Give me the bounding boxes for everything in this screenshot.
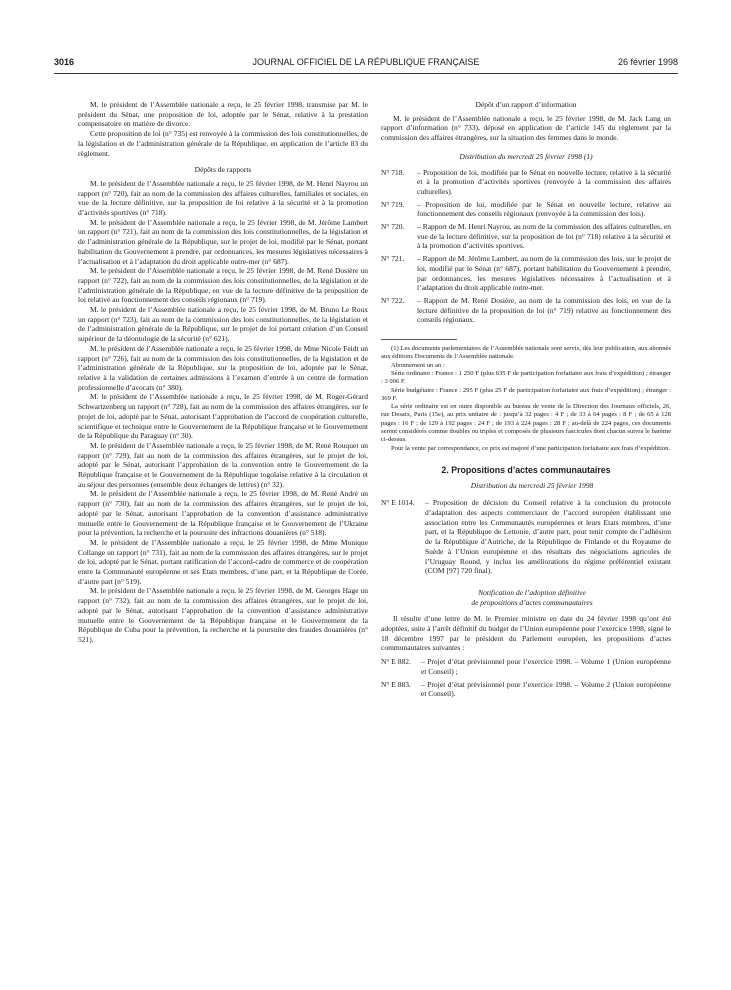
intro-paragraph: Cette proposition de loi (n° 735) est renvoyée à la commission des lois constitutionnelles, de la législation et de l’administration générale de la République, en application de l’article 83 du règlement. [78,129,368,158]
item-text: – Rapport de M. Henri Nayrou, au nom de la commission des affaires culturelles, en vue de la lecture définitive, sur la proposition de loi (n° 718) relative à la sécurité et à la promotion d’activités sportives. [417,222,671,251]
report-paragraph: M. le président de l’Assemblée nationale a reçu, le 25 février 1998, de M. Roger-Gérard Schwartzenberg un rapport (n° 728), fait au nom de la commission des affaires étrangères, sur le projet de loi, adopté par le Sénat, autorisant l’approbation de l’accord de coopération culturelle, scientifique et technique entre le Gouvernement de la République française et le Gouvernement de la République du Paraguay (n° 30). [78,392,368,441]
item-text: – Proposition de loi, modifiée par le Sénat en nouvelle lecture, relative au fonctionnement des conseils régionaux (renvoyée à la commission des lois). [417,199,671,219]
report-paragraph: M. le président de l’Assemblée nationale a reçu, le 25 février 1998, de Mme Monique Collange un rapport (n° 731), fait au nom de la commission des affaires étrangères, sur le projet de loi, adopté par le Sénat, portant ratification de l’accord-cadre de commerce et de coopération entre la Communauté européenne et ses Etats membres, d’une part, et la République de Corée, d’autre part (n° 519). [78,537,368,586]
footnote-text: Série ordinaire : France : 1 250 F (plus 635 F de participation forfaitaire aux frais d’expédition) ; étranger : 3 006 F. [381,369,671,386]
community-act-item [381,498,671,576]
report-paragraph: M. le président de l’Assemblée nationale a reçu, le 25 février 1998, de Mme Nicole Feidt un rapport (n° 726), fait au nom de la commission des lois constitutionnelles, de la législation et de l’administration générale de la République, sur la proposition de loi, adoptée par le Sénat, relative à la validation de certaines admissions à l’examen d’entrée à un centre de formation professionnelle d’avocats (n° 380). [78,343,368,392]
section-title: 2. Propositions d’actes communautaires [441,464,611,475]
right-column [381,100,671,702]
notification-heading: de propositions d’actes communautaires [471,597,593,607]
item-text: – Proposition de loi, modifiée par le Sénat en nouvelle lecture, relative à la sécurité et à la promotion d’activités sportives (renvoyée à la commission des affaires culturelles). [417,167,671,196]
section-heading: Dépôt d’un rapport d’information [475,100,577,109]
page-header [54,57,678,71]
footnote-text: La série ordinaire est en outre disponible au bureau de vente de la Direction des Journaux officiels, 26, rue Desaix, Paris (15e), au prix unitaire de : jusqu’à 32 pages : 4 F ; de 33 à 64 pages : 8 F ; de 65 à 128 pages : 16 F ; de 129 à 192 pages : 24 F ; de 193 à 224 pages : 28 F ; au-delà de 224 pages, ces documents seront considérés comme doubles ou triples et composés de plusieurs fascicules dont chacun suivra le barème ci-dessus. [381,403,671,444]
community-act-item [381,657,671,676]
section-heading: Dépôts de rapports [194,165,252,175]
distribution-item [381,254,671,293]
notification-heading: Notification de l’adoption définitive [478,587,586,597]
report-paragraph: M. le président de l’Assemblée nationale a reçu, le 25 février 1998, de M. Georges Hage un rapport (n° 732), fait au nom de la commission des affaires étrangères, sur le projet de loi, adopté par le Sénat, autorisant l’approbation de la convention d’assistance administrative mutuelle entre le Gouvernement de la République française et le Gouvernement de la République de Cuba pour la prévention, la recherche et la poursuite des fraudes douanières (n° 521). [78,586,368,644]
item-text: – Projet d’état prévisionnel pour l’exercice 1998. – Volume 2 (Union européenne et Conseil). [421,679,671,699]
item-number: N° 722. [381,295,405,305]
report-paragraph: M. le président de l’Assemblée nationale a reçu, le 25 février 1998, de M. René Dosière un rapport (n° 722), fait au nom de la commission des lois constitutionnelles, de la législation et de l’administration générale de la République, en vue de la lecture définitive de la proposition de loi relative au fonctionnement des conseils régionaux (n° 719). [78,266,368,305]
left-column [78,100,368,645]
report-paragraph: M. le président de l’Assemblée nationale a reçu, le 25 février 1998, de M. René André un rapport (n° 730), fait au nom de la commission des affaires étrangères, sur le projet de loi, adopté par le Sénat, autorisant l’approbation de la convention d’assistance administrative mutuelle entre le Gouvernement de la République française et le Gouvernement de l’Ukraine pour la prévention, la recherche et la poursuite des infractions douanières (n° 518). [78,489,368,538]
item-number: N° 718. [381,167,405,177]
footnote-text: (1) Les documents parlementaires de l’Assemblée nationale sont servis, dès leur publication, aux abonnés aux éditions Documents de l’Assemblée nationale. [381,345,671,361]
item-number: N° E 883. [381,679,411,689]
journal-title: JOURNAL OFFICIEL DE LA RÉPUBLIQUE FRANÇAISE [252,57,480,67]
item-number: N° E 882. [381,657,411,667]
distribution-item [381,222,671,251]
community-act-item [381,680,671,699]
item-text: – Proposition de décision du Conseil relative à la conclusion du protocole d’adaptation des aspects commerciaux de l’accord européen établissant une association entre les Communautés européennes et leurs Etats membres, d’une part, et la République de Lettonie, d’autre part, pour tenir compte de l’adhésion de la République d’Autriche, de la République de Finlande et du Royaume de Suède à l’Union européenne et des résultats des négociations agricoles de l’Uruguay Round, y inclus les améliorations du régime préférentiel existant (COM [97] 720 final). [425,498,671,576]
footnote [381,345,671,453]
footnote-rule [381,339,457,340]
report-paragraph: M. le président de l’Assemblée nationale a reçu, le 25 février 1998, de M. Jérôme Lambert un rapport (n° 721), fait au nom de la commission des lois constitutionnelles, de la législation et de l’administration générale de la République, sur le projet de loi, modifié par le Sénat, portant habilitation du Gouvernement à prendre, par ordonnances, les mesures législatives nécessaires à l’actualisation et à l’adaptation du droit applicable outre-mer (n° 687). [78,217,368,266]
notification-text: Il résulte d’une lettre de M. le Premier ministre en date du 24 février 1998 qu’ont été adoptées, suite à l’arrêt définitif du budget de l’Union européenne pour l’exercice 1998, signé le 18 décembre 1997 par le président du Parlement européen, les propositions d’actes communautaires suivantes : [381,614,671,653]
report-paragraph: M. le président de l’Assemblée nationale a reçu, le 25 février 1998, de M. René Rouquet un rapport (n° 729), fait au nom de la commission des affaires étrangères, sur le projet de loi, adopté par le Sénat, autorisant l’approbation de la convention entre le Gouvernement de la République française et le Gouvernement de la République togolaise relative à la circulation et au séjour des personnes (ensemble deux échanges de lettres) (n° 32). [78,440,368,489]
distribution-item [381,200,671,219]
footnote-text: Pour la vente par correspondance, ce prix est majoré d’une participation forfaitaire aux frais d’expédition. [391,444,671,452]
issue-date: 26 février 1998 [617,57,678,67]
footnote-text: Série budgétaire : France : 295 F (plus 25 F de participation forfaitaire aux frais d’expédition) ; étranger : 369 F. [381,386,671,402]
intro-paragraph: M. le président de l’Assemblée nationale a reçu, le 25 février 1998, transmise par M. le président du Sénat, une proposition de loi, adoptée par le Sénat, relative à la prestation compensatoire en matière de divorce. [78,100,368,129]
item-number: N° E 1014. [381,498,415,508]
header-rule [54,73,678,74]
page-number: 3016 [54,57,75,67]
report-paragraph: M. le président de l’Assemblée nationale a reçu, le 25 février 1998, de M. Henri Nayrou un rapport (n° 720), fait au nom de la commission des affaires culturelles, familiales et sociales, en vue de la lecture définitive, sur la proposition de loi relative à la sécurité et à la promotion d’activités sportives (n° 718). [78,178,368,218]
report-paragraph: M. le président de l’Assemblée nationale a reçu, le 25 février 1998, de M. Bruno Le Roux un rapport (n° 723), fait au nom de la commission des lois constitutionnelles, de la législation et de l’administration générale de la République, sur le projet de loi portant création d’un Conseil supérieur de la déontologie de la sécurité (n° 621). [78,305,368,344]
distribution-heading: Distribution du mercredi 25 février 1998 [470,480,594,490]
distribution-item [381,296,671,325]
item-number: N° 721. [381,254,405,264]
item-text: – Rapport de M. Jérôme Lambert, au nom de la commission des lois, sur le projet de loi, modifié par le Sénat (n° 687), portant habilitation du Gouvernement à prendre, par ordonnances, les mesures législatives nécessaires à l’actualisation et à l’adaptation du droit applicable outre-mer. [417,254,671,293]
item-number: N° 720. [381,222,405,232]
distribution-item [381,168,671,197]
info-paragraph: M. le président de l’Assemblée nationale a reçu, le 25 février 1998, de M. Jack Lang un rapport d’information (n° 733), déposé en application de l’article 145 du règlement par la commission des affaires étrangères, sur la situation des femmes dans le monde. [381,113,671,143]
item-text: – Projet d’état prévisionnel pour l’exercice 1998. – Volume 1 (Union européenne et Conseil) ; [421,657,671,676]
distribution-heading: Distribution du mercredi 25 février 1998 (1) [459,151,593,161]
item-text: – Rapport de M. René Dosière, au nom de la commission des lois, en vue de la lecture définitive de la proposition de loi (n° 719) relative au fonctionnement des conseils régionaux. [417,295,671,325]
item-number: N° 719. [381,199,405,209]
footnote-text: Abonnement un an : [391,361,445,369]
